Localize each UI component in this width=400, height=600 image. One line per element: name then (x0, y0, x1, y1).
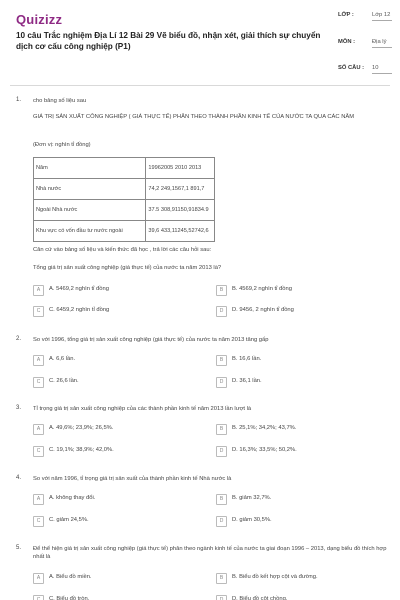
table-row (34, 179, 215, 200)
answer-option-a[interactable] (33, 573, 203, 585)
table-cell: Ngoài Nhà nước (34, 200, 146, 221)
question-text: So với 1996, tổng giá trị sản xuất công nghiệp (giá thực tế) của nước ta năm 2013 tăng gấp (33, 337, 269, 343)
table-cell: 19962005 2010 2013 (146, 158, 215, 179)
question-number: 4. (16, 475, 22, 481)
class-value: Lớp 12 (372, 12, 392, 21)
option-letter-box: D (216, 306, 227, 317)
option-text: B. giảm 32,7%. (232, 495, 272, 501)
option-letter-box: A (33, 424, 44, 435)
option-letter-box: D (216, 446, 227, 457)
question-text: Tổng giá trị sản xuất công nghiệp (giá thực tế) của nước ta năm 2013 là? (33, 265, 222, 271)
count-label: SỐ CÂU : (338, 65, 365, 71)
option-text: A. 5469,2 nghìn tỉ đồng (49, 286, 109, 292)
option-letter-box: B (216, 494, 227, 505)
answer-option-b[interactable] (216, 573, 386, 585)
option-letter-box: C (33, 306, 44, 317)
option-letter-box: D (216, 595, 227, 600)
option-letter-box: C (33, 595, 44, 600)
option-text: A. không thay đổi. (49, 495, 96, 501)
option-text: B. Biểu đồ kết hợp cột và đường. (232, 574, 318, 580)
data-table (33, 157, 215, 242)
header-divider (10, 85, 390, 86)
option-letter-box: B (216, 285, 227, 296)
option-text: A. Biểu đồ miền. (49, 574, 92, 580)
answer-option-a[interactable] (33, 285, 203, 297)
subject-label: MÔN : (338, 39, 356, 45)
option-text: C. 6459,2 nghìn tỉ đồng (49, 307, 110, 313)
option-letter-box: A (33, 285, 44, 296)
answer-option-b[interactable] (216, 494, 386, 506)
question-text: Tỉ trọng giá trị sản xuất công nghiệp của các thành phần kinh tế năm 2013 lần lượt là (33, 406, 252, 412)
option-letter-box: B (216, 424, 227, 435)
option-text: C. giảm 24,5%. (49, 517, 89, 523)
table-row (34, 200, 215, 221)
question-number: 1. (16, 97, 22, 103)
option-letter-box: B (216, 573, 227, 584)
option-text: C. 19,1%; 38,9%; 42,0%. (49, 447, 114, 453)
option-text: A. 6,6 lần. (49, 356, 76, 362)
count-value: 10 (372, 65, 392, 74)
quizizz-logo: Quizizz (16, 12, 63, 27)
answer-option-b[interactable] (216, 355, 386, 367)
answer-option-d[interactable] (216, 516, 386, 528)
option-letter-box: C (33, 377, 44, 388)
option-text: D. giảm 30,5%. (232, 517, 272, 523)
worksheet-title: 10 câu Trắc nghiệm Địa Lí 12 Bài 29 Vẽ biểu đồ, nhận xét, giải thích sự chuyển dịch cơ cấu công nghiệp (P1) (16, 31, 321, 51)
table-cell: 74,2 249,1567,1 891,7 (146, 179, 215, 200)
class-label: LỚP : (338, 12, 354, 18)
option-letter-box: A (33, 355, 44, 366)
answer-option-c[interactable] (33, 377, 203, 389)
option-text: B. 16,6 lần. (232, 356, 262, 362)
answer-option-c[interactable] (33, 306, 203, 318)
option-letter-box: C (33, 516, 44, 527)
option-text: C. Biểu đồ tròn. (49, 596, 90, 600)
option-letter-box: A (33, 494, 44, 505)
option-text: D. 16,3%; 33,5%; 50,2%. (232, 447, 297, 453)
option-text: C. 26,6 lần. (49, 378, 79, 384)
table-cell: 39,6 433,11245,52742,6 (146, 221, 215, 242)
table-cell: 37.5 308,91150,91834.9 (146, 200, 215, 221)
table-cell: Năm (34, 158, 146, 179)
option-letter-box: D (216, 377, 227, 388)
answer-option-d[interactable] (216, 377, 386, 389)
option-letter-box: D (216, 516, 227, 527)
question-text: So với năm 1996, tỉ trọng giá trị sản xuất của thành phần kinh tế Nhà nước là (33, 476, 232, 482)
answer-option-a[interactable] (33, 494, 203, 506)
answer-option-d[interactable] (216, 595, 386, 600)
answer-option-b[interactable] (216, 285, 386, 297)
table-row (34, 221, 215, 242)
option-letter-box: A (33, 573, 44, 584)
option-text: D. 9456, 2 nghìn tỉ đồng (232, 307, 294, 313)
table-title: GIÁ TRỊ SẢN XUẤT CÔNG NGHIỆP ( GIÁ THỰC TẾ) PHÂN THEO THÀNH PHẦN KINH TẾ CỦA NƯỚC TA QUA CÁC NĂM (33, 114, 355, 120)
answer-option-c[interactable] (33, 446, 203, 458)
option-text: B. 4569,2 nghìn tỉ đồng (232, 286, 292, 292)
option-text: A. 49,6%; 23,9%; 26,5%. (49, 425, 114, 431)
question-text: Để thể hiện giá trị sản xuất công nghiệp (giá thực tế) phân theo ngành kinh tế của nước ta giai đoạn 1996 – 2013, dạng biểu đồ thích hợp nhất là (33, 546, 387, 560)
answer-option-a[interactable] (33, 355, 203, 367)
table-row (34, 158, 215, 179)
answer-option-c[interactable] (33, 595, 203, 600)
question-number: 2. (16, 336, 22, 342)
answer-option-a[interactable] (33, 424, 203, 436)
option-text: D. 36,1 lần. (232, 378, 262, 384)
answer-option-c[interactable] (33, 516, 203, 528)
question-number: 5. (16, 545, 22, 551)
option-letter-box: B (216, 355, 227, 366)
option-text: D. Biểu đồ cột chồng. (232, 596, 288, 600)
question-instruction: Căn cứ vào bảng số liệu và kiến thức đã học , trả lời các câu hỏi sau: (33, 247, 212, 253)
subject-value: Địa lý (372, 39, 392, 48)
question-number: 3. (16, 405, 22, 411)
answer-option-b[interactable] (216, 424, 386, 436)
table-cell: Khu vực có vốn đầu tư nước ngoài (34, 221, 146, 242)
option-text: B. 25,1%; 34,2%; 43,7%. (232, 425, 297, 431)
option-letter-box: C (33, 446, 44, 457)
table-unit: (Đơn vị: nghìn tỉ đồng) (33, 142, 91, 148)
question-intro: cho bảng số liệu sau (33, 98, 87, 104)
table-cell: Nhà nước (34, 179, 146, 200)
answer-option-d[interactable] (216, 306, 386, 318)
answer-option-d[interactable] (216, 446, 386, 458)
